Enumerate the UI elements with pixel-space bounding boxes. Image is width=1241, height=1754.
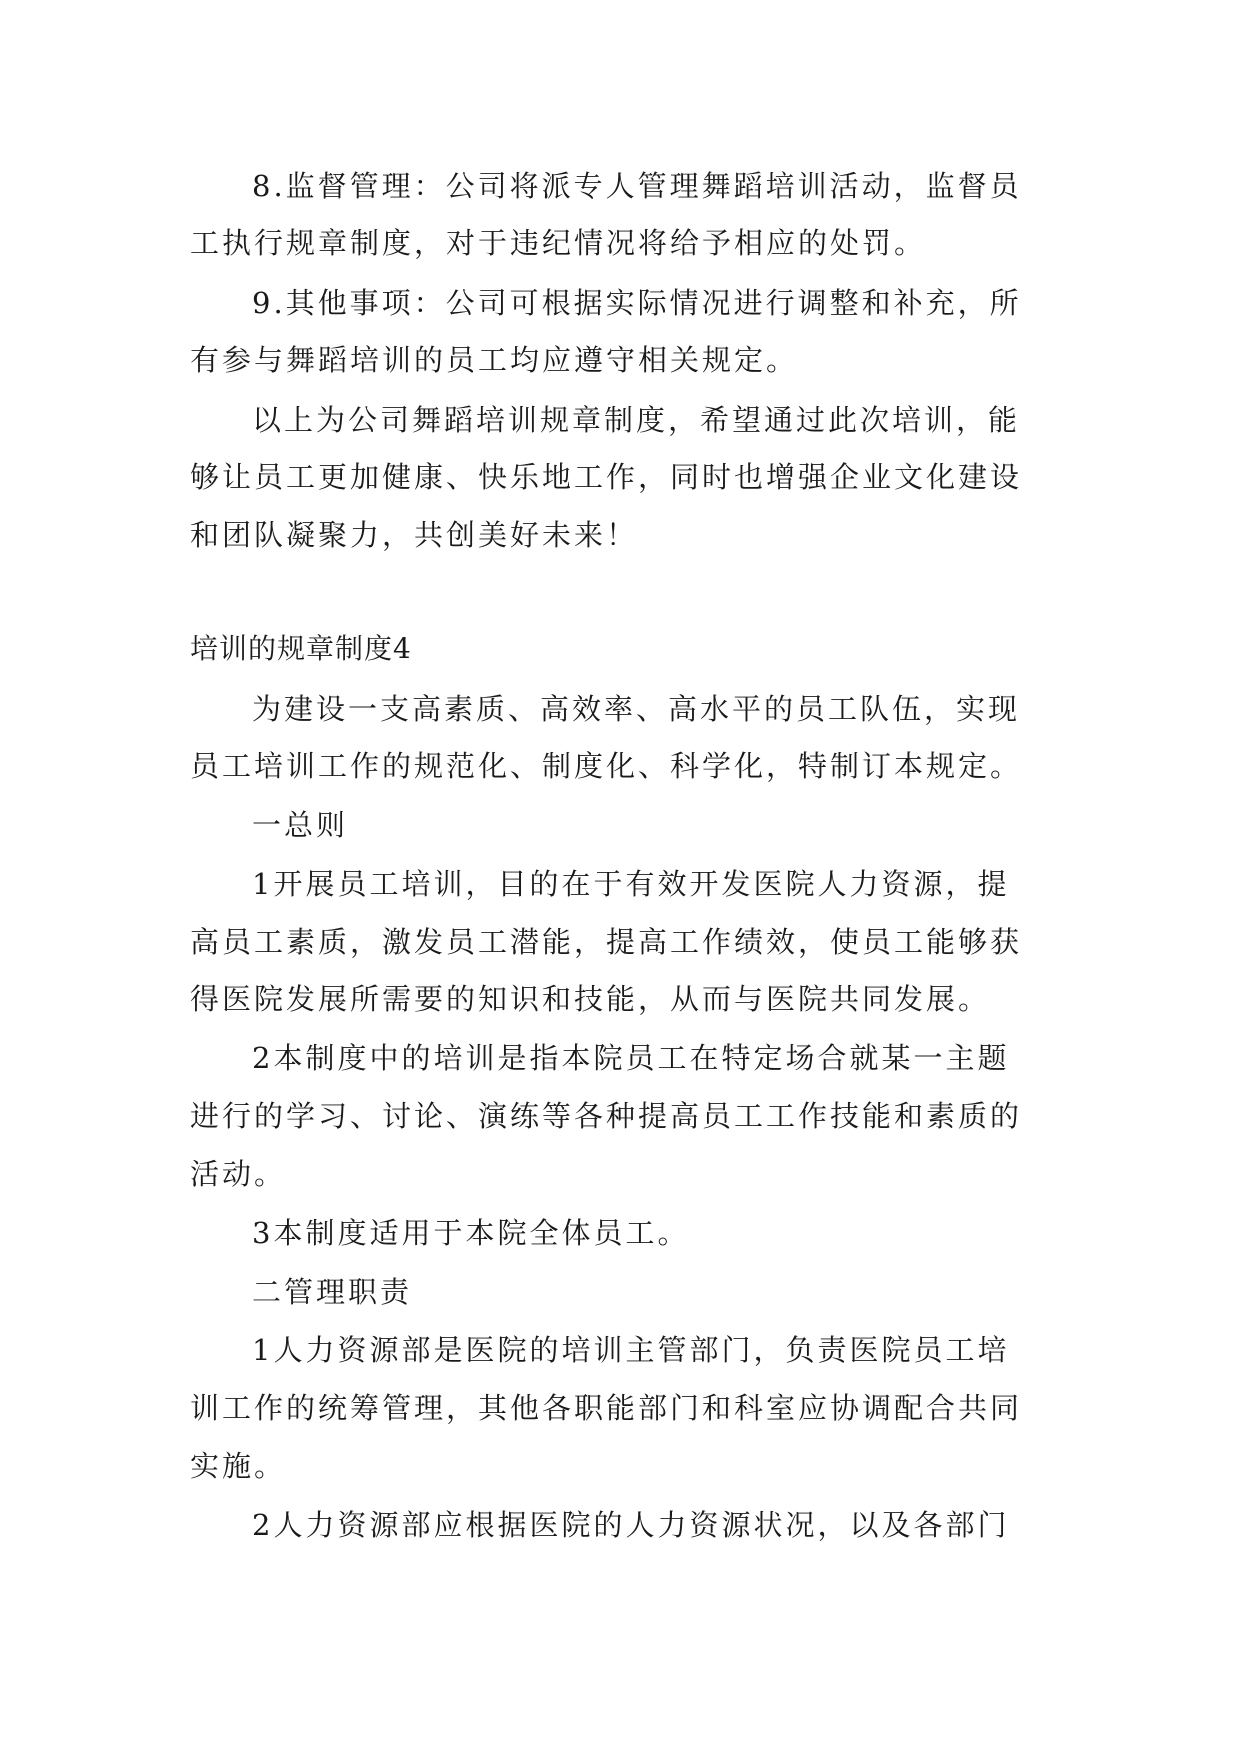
- paragraph-line: 工执行规章制度，对于违纪情况将给予相应的处罚。: [190, 226, 927, 260]
- section-heading: 培训的规章制度4: [190, 632, 412, 665]
- paragraph-line: 得医院发展所需要的知识和技能，从而与医院共同发展。: [190, 982, 991, 1016]
- paragraph-line: 有参与舞蹈培训的员工均应遵守相关规定。: [190, 343, 799, 377]
- paragraph-line: 活动。: [190, 1157, 287, 1191]
- paragraph-line: 1人力资源部是医院的培训主管部门，负责医院员工培: [252, 1333, 1010, 1367]
- paragraph-line: 员工培训工作的规范化、制度化、科学化，特制订本规定。: [190, 749, 1023, 783]
- paragraph-line: 够让员工更加健康、快乐地工作，同时也增强企业文化建设: [190, 460, 1023, 494]
- paragraph-line: 训工作的统筹管理，其他各职能部门和科室应协调配合共同: [190, 1391, 1023, 1425]
- paragraph-line: 进行的学习、讨论、演练等各种提高员工工作技能和素质的: [190, 1099, 1023, 1133]
- paragraph-line: 和团队凝聚力，共创美好未来！: [190, 518, 639, 552]
- paragraph-line: 9.其他事项：公司可根据实际情况进行调整和补充，所: [252, 286, 1022, 320]
- paragraph-line: 2人力资源部应根据医院的人力资源状况，以及各部门: [252, 1508, 1010, 1542]
- subsection-heading: 一总则: [252, 808, 349, 842]
- paragraph-line: 高员工素质，激发员工潜能，提高工作绩效，使员工能够获: [190, 925, 1023, 959]
- paragraph-line: 实施。: [190, 1449, 287, 1483]
- paragraph-line: 1开展员工培训，目的在于有效开发医院人力资源，提: [252, 867, 1010, 901]
- paragraph-line: 8.监督管理：公司将派专人管理舞蹈培训活动，监督员: [252, 169, 1022, 203]
- paragraph-line: 2本制度中的培训是指本院员工在特定场合就某一主题: [252, 1041, 1010, 1075]
- subsection-heading: 二管理职责: [252, 1275, 413, 1309]
- paragraph-line: 3本制度适用于本院全体员工。: [252, 1216, 690, 1250]
- paragraph-line: 以上为公司舞蹈培训规章制度，希望通过此次培训，能: [252, 403, 1021, 437]
- paragraph-line: 为建设一支高素质、高效率、高水平的员工队伍，实现: [252, 692, 1021, 726]
